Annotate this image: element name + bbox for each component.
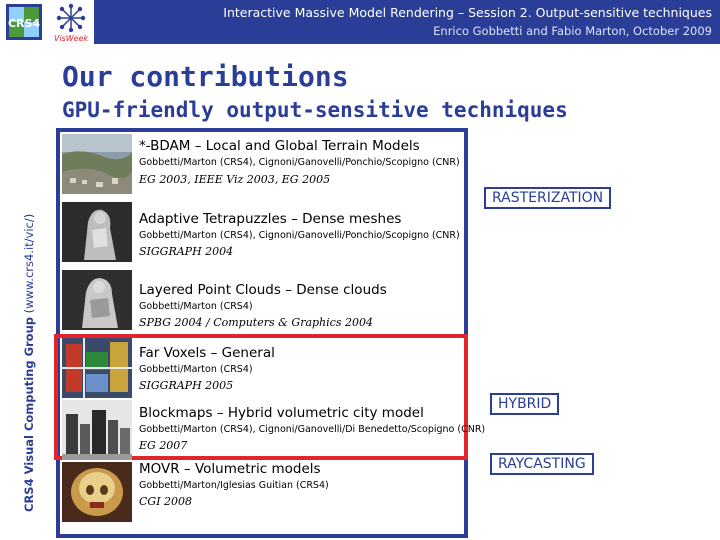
rasterization-tag: RASTERIZATION — [484, 187, 611, 209]
sidebar-group-url: (www.crs4.it/vic/) — [22, 213, 36, 317]
entry-title-far-voxels: Far Voxels – General — [139, 345, 275, 361]
svg-text:CRS4: CRS4 — [7, 17, 41, 30]
visweek-logo — [48, 0, 94, 44]
svg-text:VisWeek: VisWeek — [53, 34, 89, 43]
entry-authors-far-voxels: Gobbetti/Marton (CRS4) — [139, 364, 253, 375]
entry-venue-point-clouds: SPBG 2004 / Computers & Graphics 2004 — [139, 316, 373, 329]
sidebar-group-label — [22, 214, 36, 512]
entry-venue-movr: CGI 2008 — [139, 495, 193, 508]
entry-title-tetrapuzzles: Adaptive Tetrapuzzles – Dense meshes — [139, 211, 402, 227]
industrial-plant-thumbnail — [62, 338, 132, 398]
slide-title: Our contributions — [62, 60, 349, 93]
entry-title-movr: MOVR – Volumetric models — [139, 461, 321, 477]
entry-title-bdam: *-BDAM – Local and Global Terrain Models — [139, 138, 420, 154]
entry-authors-tetrapuzzles: Gobbetti/Marton (CRS4), Cignoni/Ganovelli/Ponchio/Scopigno (CNR) — [139, 230, 460, 241]
header-subtitle: Enrico Gobbetti and Fabio Marton, October 2009 — [433, 24, 712, 38]
entry-authors-point-clouds: Gobbetti/Marton (CRS4) — [139, 301, 253, 312]
entry-venue-blockmaps: EG 2007 — [139, 439, 188, 452]
sidebar-group-name: CRS4 Visual Computing Group — [22, 317, 36, 512]
terrain-city-thumbnail — [62, 134, 132, 194]
entry-venue-bdam: EG 2003, IEEE Viz 2003, EG 2005 — [139, 173, 331, 186]
statue-points-thumbnail — [62, 270, 132, 330]
header-title: Interactive Massive Model Rendering – Session 2. Output-sensitive techniques — [223, 5, 712, 20]
hybrid-tag: HYBRID — [490, 393, 559, 415]
header-bar — [0, 0, 720, 44]
entry-title-blockmaps: Blockmaps – Hybrid volumetric city model — [139, 405, 424, 421]
entry-authors-blockmaps: Gobbetti/Marton (CRS4), Cignoni/Ganovelli/Di Benedetto/Scopigno (CNR) — [139, 424, 486, 435]
slide-subtitle: GPU-friendly output-sensitive techniques — [62, 98, 568, 122]
entry-title-point-clouds: Layered Point Clouds – Dense clouds — [139, 282, 387, 298]
entry-venue-far-voxels: SIGGRAPH 2005 — [139, 379, 234, 392]
entry-authors-bdam: Gobbetti/Marton (CRS4), Cignoni/Ganovelli/Ponchio/Scopigno (CNR) — [139, 157, 460, 168]
crs4-logo — [0, 0, 48, 44]
city-blocks-thumbnail — [62, 400, 132, 460]
raycasting-tag: RAYCASTING — [490, 453, 594, 475]
volumetric-skull-thumbnail — [62, 462, 132, 522]
entry-venue-tetrapuzzles: SIGGRAPH 2004 — [139, 245, 234, 258]
statue-thumbnail — [62, 202, 132, 262]
entry-authors-movr: Gobbetti/Marton/Iglesias Guitian (CRS4) — [139, 480, 329, 491]
